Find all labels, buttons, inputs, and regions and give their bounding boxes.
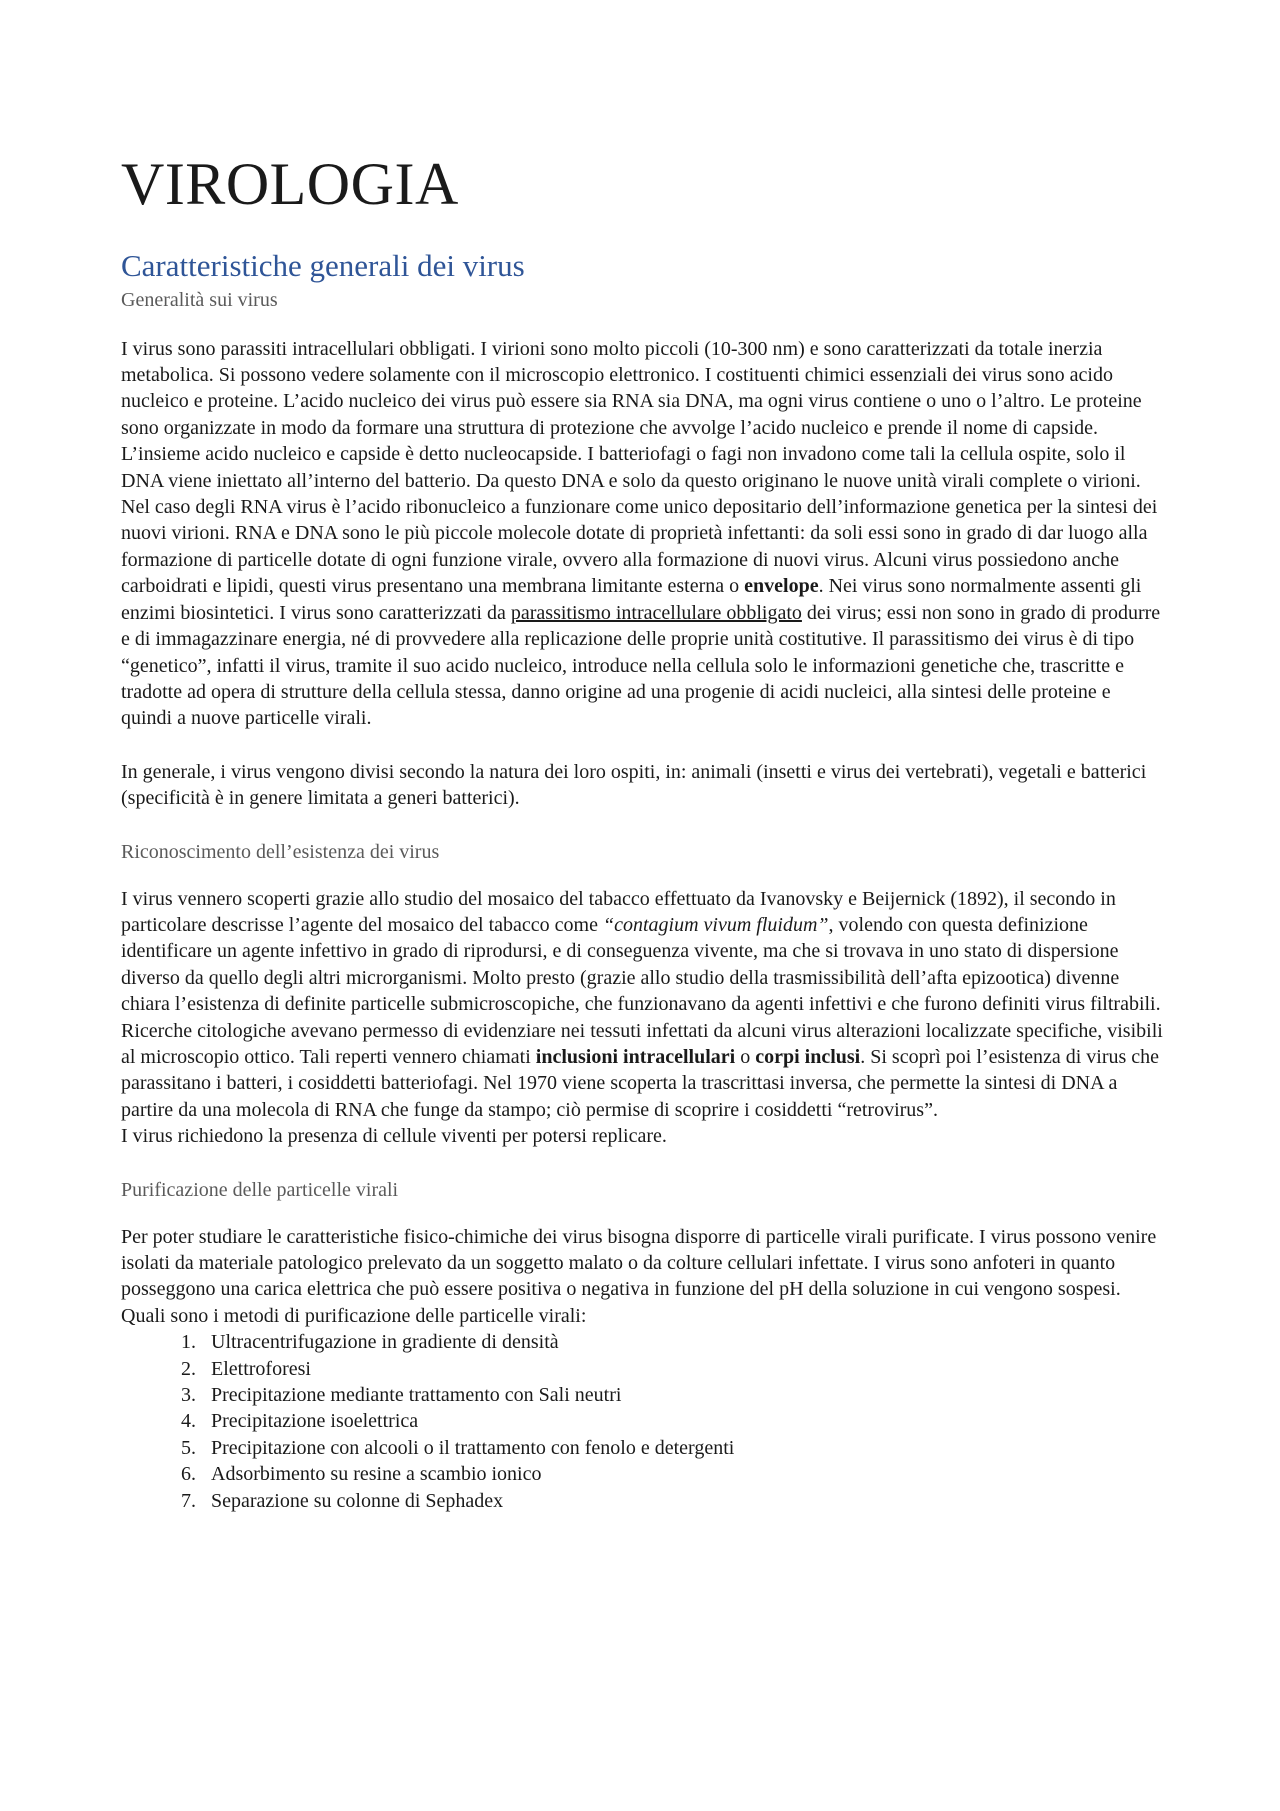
list-item: 5. Precipitazione con alcooli o il trattamento con fenolo e detergenti — [201, 1435, 1166, 1461]
list-item: 7. Separazione su colonne di Sephadex — [201, 1488, 1166, 1514]
list-item: 1. Ultracentrifugazione in gradiente di densità — [201, 1329, 1166, 1355]
text-run: . Si scoprì poi l’esistenza di virus che parassitano i batteri, i cosiddetti batteriofagi. Nel 1970 viene scoperta la trascrittasi inversa, che permette la sintesi di DNA a partire da una molecola di RNA che funge da stampo; ciò permise di scoprire i cosiddetti “retrovirus”. — [121, 1045, 1160, 1121]
text-run: o — [735, 1045, 756, 1068]
underlined-term-parassitismo: parassitismo intracellulare obbligato — [510, 601, 802, 624]
text-run: . Nei virus sono normalmente assenti gli enzimi biosintetici. I virus sono caratterizzati da — [121, 575, 1142, 624]
list-item: 6. Adsorbimento su resine a scambio ionico — [201, 1461, 1166, 1487]
section-heading: Caratteristiche generali dei virus — [121, 248, 525, 283]
paragraph-purificazione: Per poter studiare le caratteristiche fisico-chimiche dei virus bisogna disporre di particelle virali purificate. I virus possono venire isolati da materiale patologico prelevato da un soggetto malato o da colture cellulari infettate. I virus sono anfoteri in quanto posseggono una carica elettrica che può essere positiva o negativa in funzione del pH della soluzione in cui vengono sospesi. — [121, 1225, 1157, 1301]
bold-term-envelope: envelope — [744, 575, 819, 598]
heading-purificazione: Purificazione delle particelle virali — [121, 1178, 399, 1201]
paragraph-generalita — [121, 336, 1166, 732]
bold-term-corpi-inclusi: corpi inclusi — [755, 1045, 861, 1068]
document-title: VIROLOGIA — [121, 151, 459, 217]
text-run: I virus sono parassiti intracellulari obbligati. I virioni sono molto piccoli (10-300 nm) e sono caratterizzati da totale inerzia metabolica. Si possono vedere solamente con il microscopio elettronico. I costituenti chimici essenziali dei virus sono acido nucleico e proteine. L’acido nucleico dei virus può essere sia RNA sia DNA, ma ogni virus contiene o uno o l’altro. Le proteine sono organizzate in modo da formare una struttura di protezione che avvolge l’acido nucleico e prende il nome di capside. L’insieme acido nucleico e capside è detto nucleocapside. I batteriofagi o fagi non invadono come tali la cellula ospite, solo il DNA viene iniettato all’interno del batterio. Da questo DNA e solo da questo originano le nuove unità virali complete o virioni. Nel caso degli RNA virus è l’acido ribonucleico a funzionare come unico depositario dell’informazione genetica per la sintesi dei nuovi virioni. RNA e DNA sono le più piccole molecole dotate di proprietà infettanti: da soli essi sono in grado di dar luogo alla formazione di particelle dotate di ogni funzione virale, ovvero alla formazione di nuovi virus. Alcuni virus possiedono anche carboidrati e lipidi, questi virus presentano una membrana limitante esterna o — [121, 337, 1158, 598]
list-item: 3. Precipitazione mediante trattamento con Sali neutri — [201, 1382, 1166, 1408]
paragraph-riconoscimento — [121, 886, 1166, 1124]
section-subtitle: Generalità sui virus — [121, 288, 278, 311]
document-page — [121, 140, 1166, 1514]
text-run: I virus vennero scoperti grazie allo studio del mosaico del tabacco effettuato da Ivanovsky e Beijernick (1892), il secondo in particolare descrisse l’agente del mosaico del tabacco come — [121, 887, 1116, 936]
heading-riconoscimento: Riconoscimento dell’esistenza dei virus — [121, 840, 440, 863]
list-item: 4. Precipitazione isoelettrica — [201, 1408, 1166, 1434]
paragraph-classificazione: In generale, i virus vengono divisi secondo la natura dei loro ospiti, in: animali (insetti e virus dei vertebrati), vegetali e batterici (specificità è in genere limitata a generi batterici). — [121, 760, 1147, 810]
bold-term-inclusioni: inclusioni intracellulari — [535, 1045, 736, 1068]
paragraph-replicazione: I virus richiedono la presenza di cellule viventi per potersi replicare. — [121, 1125, 667, 1148]
list-item: 2. Elettroforesi — [201, 1356, 1166, 1382]
methods-list — [121, 1329, 1166, 1514]
text-run: dei virus; essi non sono in grado di produrre e di immagazzinare energia, né di provvedere alla replicazione delle proprie unità costitutive. Il parassitismo dei virus è di tipo “genetico”, infatti il virus, tramite il suo acido nucleico, introduce nella cellula solo le informazioni genetiche che, trascritte e tradotte ad opera di strutture della cellula stessa, danno origine ad una progenie di acidi nucleici, alla sintesi delle proteine e quindi a nuove particelle virali. — [121, 601, 1161, 730]
italic-term-contagium: “contagium vivum fluidum” — [603, 913, 829, 936]
text-run: , volendo con questa definizione identificare un agente infettivo in grado di riprodursi, e di conseguenza vivente, ma che si trovava in uno stato di dispersione diverso da quello degli altri microrganismi. Molto presto (grazie allo studio della trasmissibilità dell’afta epizootica) divenne chiara l’esistenza di definite particelle submicroscopiche, che funzionavano da agenti infettivi e che furono definiti virus filtrabili. Ricerche citologiche avevano permesso di evidenziare nei tessuti infettati da alcuni virus alterazioni localizzate specifiche, visibili al microscopio ottico. Tali reperti vennero chiamati — [121, 913, 1163, 1068]
paragraph-metodi-domanda: Quali sono i metodi di purificazione delle particelle virali: — [121, 1304, 587, 1327]
